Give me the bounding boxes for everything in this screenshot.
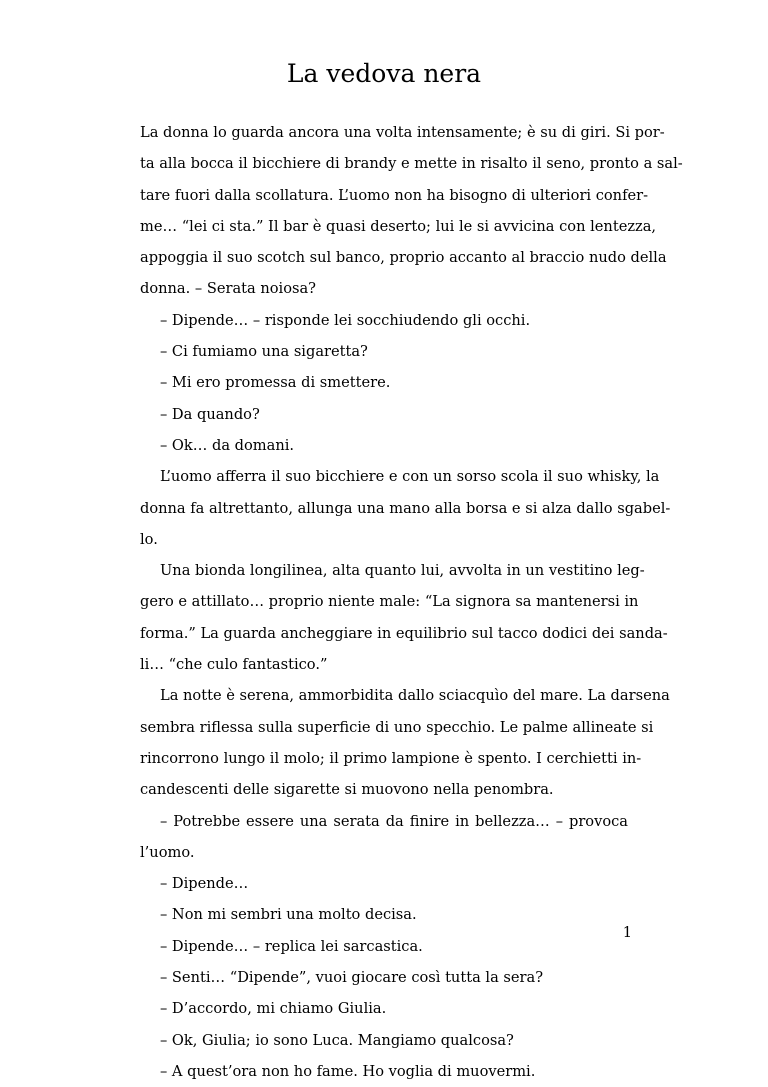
page-title: La vedova nera (286, 59, 482, 88)
text-line: – Ok, Giulia; io sono Luca. Mangiamo qualcosa? (160, 1031, 514, 1049)
text-line: candescenti delle sigarette si muovono nella penombra. (140, 781, 554, 799)
text-line: sembra riflessa sulla superficie di uno specchio. Le palme allineate si (140, 718, 654, 736)
text-line: – Dipende… – risponde lei socchiudendo gli occhi. (160, 311, 531, 329)
text-line: Una bionda longilinea, alta quanto lui, avvolta in un vestitino leg- (160, 562, 645, 580)
text-line: – Ci fumiamo una sigaretta? (160, 343, 368, 361)
text-line: La notte è serena, ammorbidita dallo sciacquìo del mare. La darsena (160, 687, 670, 705)
body-text (140, 117, 683, 1087)
text-line: rincorrono lungo il molo; il primo lampione è spento. I cerchietti in- (140, 749, 642, 767)
text-line: – Mi ero promessa di smettere. (160, 374, 391, 392)
text-line: – Dipende… – replica lei sarcastica. (160, 937, 423, 955)
text-line: me… “lei ci sta.” Il bar è quasi deserto; lui le si avvicina con lentezza, (140, 217, 657, 235)
text-line: tare fuori dalla scollatura. L’uomo non ha bisogno di ulteriori confer- (140, 186, 649, 204)
text-line: – Dipende… (160, 875, 249, 893)
text-line: appoggia il suo scotch sul banco, proprio accanto al braccio nudo della (140, 249, 667, 267)
text-line: li… “che culo fantastico.” (140, 656, 328, 674)
text-line: – D’accordo, mi chiamo Giulia. (160, 1000, 387, 1018)
text-line: – Non mi sembri una molto decisa. (160, 906, 417, 924)
text-line: gero e attillato… proprio niente male: “La signora sa mantenersi in (140, 593, 639, 611)
page-number: 1 (622, 924, 632, 941)
text-line: – Senti… “Dipende”, vuoi giocare così tutta la sera? (160, 969, 544, 987)
text-line: – Ok… da domani. (160, 436, 295, 454)
text-line: donna. – Serata noiosa? (140, 280, 317, 298)
text-line: – Potrebbe essere una serata da finire in bellezza… – provoca (160, 812, 628, 830)
text-line: L’uomo afferra il suo bicchiere e con un sorso scola il suo whisky, la (160, 468, 660, 486)
text-line: lo. (140, 530, 158, 548)
text-line: La donna lo guarda ancora una volta intensamente; è su di giri. Si por- (140, 124, 665, 141)
text-line: forma.” La guarda ancheggiare in equilibrio sul tacco dodici dei sanda- (140, 624, 668, 642)
text-line: – Da quando? (160, 405, 260, 423)
text-line: donna fa altrettanto, allunga una mano alla borsa e si alza dallo sgabel- (140, 499, 671, 517)
text-line: ta alla bocca il bicchiere di brandy e mette in risalto il seno, pronto a sal- (140, 155, 683, 173)
text-line: – A quest’ora non ho fame. Ho voglia di muovermi. (160, 1062, 536, 1080)
text-line: l’uomo. (140, 843, 195, 861)
